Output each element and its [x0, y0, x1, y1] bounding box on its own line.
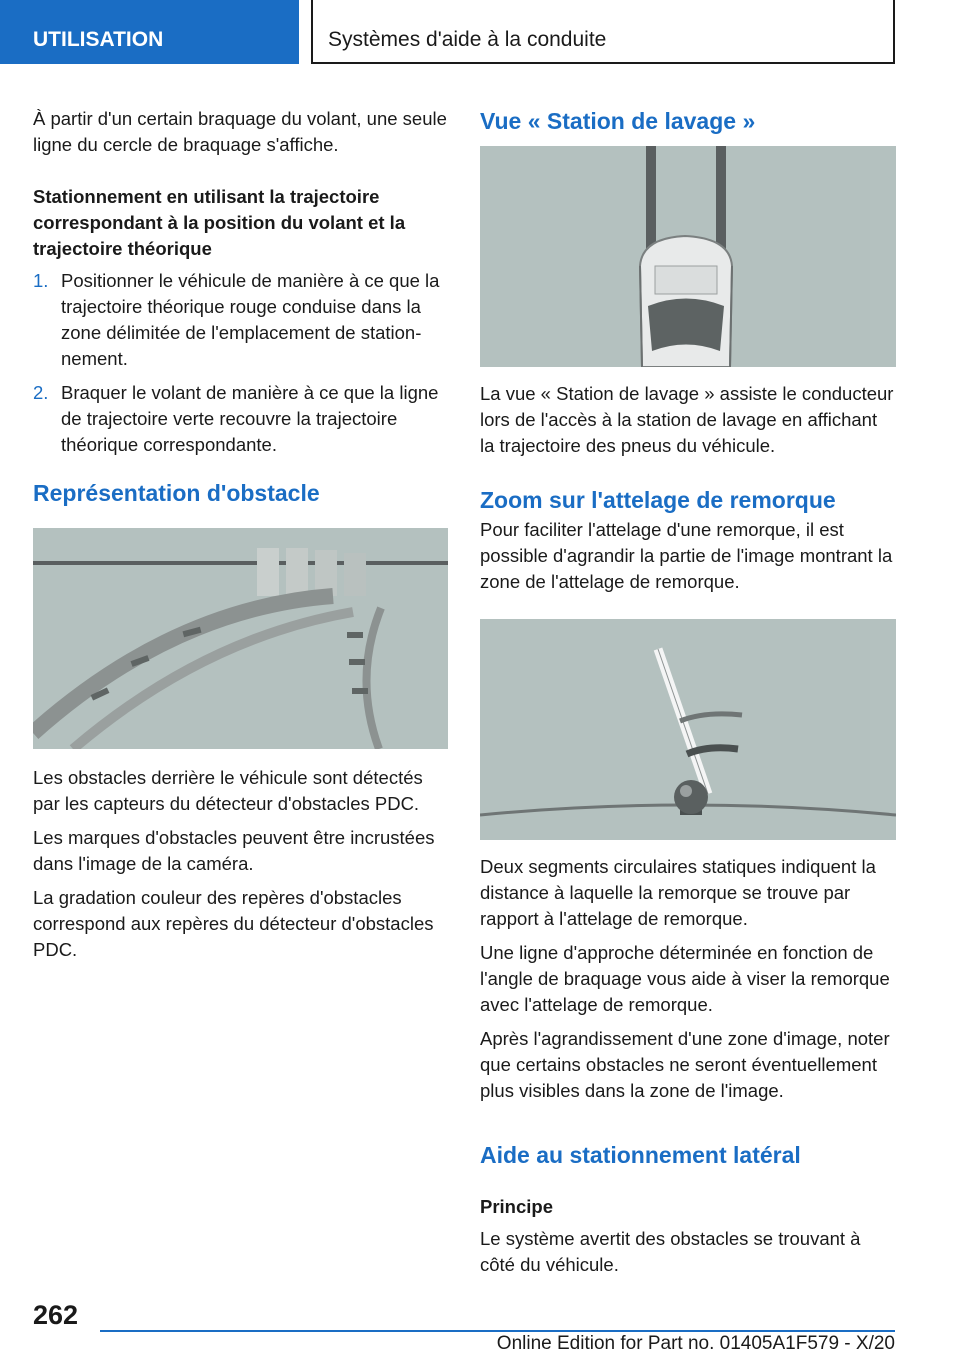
principle-text: Le système avertit des obstacles se trouvant à côté du véhicule.: [480, 1228, 861, 1275]
chapter-title: Systèmes d'aide à la conduite: [311, 0, 895, 64]
footer-rule: [100, 1330, 895, 1332]
trailer-heading: Zoom sur l'attelage de remorque: [480, 487, 836, 513]
obstacle-paragraph: Les marques d'obstacles peuvent être incrustées dans l'image de la caméra.: [33, 827, 435, 874]
edition-footer: Online Edition for Part no. 01405A1F579 - X/20: [496, 1333, 895, 1354]
intro-paragraph: À partir d'un certain braquage du volant, une seule ligne du cercle de braquage s'affiche.: [33, 108, 447, 155]
wash-paragraph: La vue « Station de lavage » assiste le conducteur lors de l'accès à la station de lavage en affichant la trajectoire des pneus du véhicule.: [480, 383, 894, 456]
trailer-paragraph: Après l'agrandissement d'une zone d'image, noter que certains obstacles ne seront éventuellement plus visibles dans la zone de l'image.: [480, 1028, 890, 1101]
step-item: [33, 268, 448, 372]
obstacle-heading: Représentation d'obstacle: [33, 480, 320, 506]
page-number: 262: [33, 1300, 79, 1330]
obstacle-figure: [33, 528, 448, 749]
step-number: 1.: [33, 270, 49, 291]
section-tab: UTILISATION: [0, 0, 299, 64]
car-wash-figure: [480, 146, 896, 367]
step-item: [33, 380, 448, 458]
obstacle-paragraph: Les obstacles derrière le véhicule sont détectés par les capteurs du détecteur d'obstacles PDC.: [33, 767, 423, 814]
obstacle-paragraph: La gradation couleur des repères d'obstacles correspond aux repères du détecteur d'obstacles PDC.: [33, 887, 434, 960]
parking-subheading: Stationnement en utilisant la trajectoire correspondant à la position du volant et la trajectoire théorique: [33, 186, 406, 259]
side-parking-heading: Aide au stationnement latéral: [480, 1142, 801, 1168]
right-column: [480, 106, 896, 1290]
trailer-hitch-figure: [480, 619, 896, 840]
trailer-paragraph: Deux segments circulaires statiques indiquent la distance à laquelle la remorque se trouve par rapport à l'attelage de remorque.: [480, 856, 876, 929]
step-text: Positionner le véhicule de manière à ce que la trajectoire théorique rouge conduise dans la zone délimitée de l'emplacement de stationnement.: [61, 270, 440, 369]
step-text: Braquer le volant de manière à ce que la ligne de trajectoire verte recouvre la trajectoire théorique correspondante.: [61, 382, 439, 455]
left-column: [33, 106, 448, 975]
parking-steps: [33, 268, 448, 458]
trailer-paragraph: Une ligne d'approche déterminée en fonction de l'angle de braquage vous aide à viser la remorque avec l'attelage de remorque.: [480, 942, 890, 1015]
step-number: 2.: [33, 382, 49, 403]
wash-heading: Vue « Station de lavage »: [480, 108, 756, 134]
principle-label: Principe: [480, 1196, 553, 1217]
trailer-intro: Pour faciliter l'attelage d'une remorque, il est possible d'agrandir la partie de l'image montrant la zone de l'attelage de remorque.: [480, 519, 893, 592]
